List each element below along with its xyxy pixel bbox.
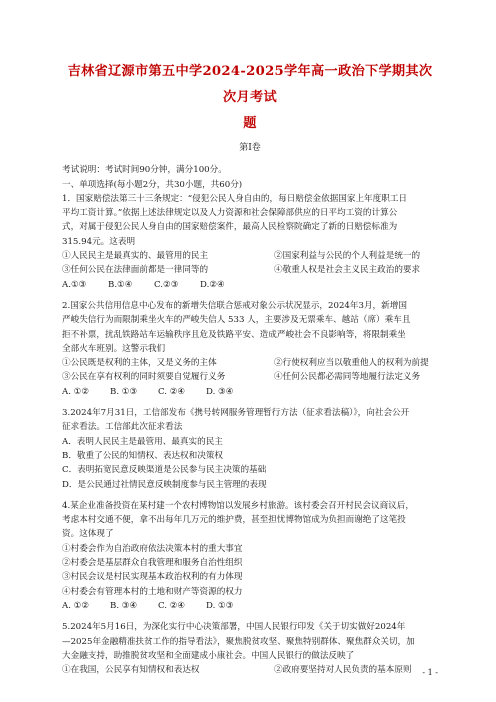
q1-options-row <box>62 249 438 263</box>
q1-stem-line: 平均工资计算。”依据上述法律规定以及人力资源和社会保障部供应的日平均工资的计算公 <box>62 208 398 219</box>
q4-answer-a: A. ①② <box>62 600 90 611</box>
q2-option-3: ③公民在享有权利的同时须要自觉履行义务 <box>62 372 226 383</box>
q1-answer-d: D.②④ <box>200 279 225 290</box>
q4-stem-line: 资。这体现了 <box>62 529 114 540</box>
q1-answer-b: B.①④ <box>108 279 133 290</box>
q5-options-row <box>62 663 438 677</box>
q3-stem-line: 征求看法。工信部此次征求看法 <box>62 422 183 433</box>
q2-option-1: ①公民既是权利的主体，又是义务的主体 <box>62 358 217 369</box>
q2-option-4: ④任何公民都必需同等地履行法定义务 <box>274 372 421 383</box>
q1-option-4: ④敬重人权是社会主义民主政治的要求 <box>274 265 421 276</box>
q1-answer-row <box>62 278 438 292</box>
document-title-line2: 题 <box>243 116 257 131</box>
q2-answer-c: C. ②④ <box>158 386 186 397</box>
q3-option-d: D．是公民通过社情民意反映制度参与民主管理的表现 <box>62 479 267 490</box>
q2-options-row <box>62 356 438 370</box>
q1-option-2: ②国家利益与公民的个人利益是统一的 <box>274 251 421 262</box>
q3-option-a: A．表明人民民主是最管用、最真实的民主 <box>62 436 223 447</box>
exam-info: 考试说明：考试时间90分钟，满分100分。 <box>62 165 227 176</box>
q1-stem-line: 式，对属于侵犯公民人身自由的国家赔偿案件，最高人民检察院确定了新的日赔偿标准为 <box>62 222 398 233</box>
question-2 <box>62 299 438 399</box>
q2-stem-line: 2.国家公共信用信息中心发布的新增失信联合惩戒对象公示状况显示，2024年3月，新增国 <box>62 300 407 311</box>
page-number: - 1 - <box>422 667 438 677</box>
q5-stem-line: —2025年金融精准扶贫工作的指导看法》，聚焦脱贫攻坚、聚焦特别群体、聚焦群众关切，加 <box>62 636 415 647</box>
volume-label: 第Ⅰ卷 <box>239 143 261 153</box>
q4-option-3: ③村民会议是村民实现基本政治权利的有力体现 <box>62 572 243 583</box>
section-heading: 一、单项选择(每小题2分，共30小题，共60分) <box>62 179 243 190</box>
q1-stem-line: 1．国家赔偿法第三十三条规定：“侵犯公民人身自由的，每日赔偿金依据国家上年度职工日 <box>62 193 408 204</box>
q5-option-2: ②政府要坚持对人民负责的基本原则 <box>274 665 412 676</box>
q4-option-4: ④村委会有管理本村的土地和财产等资源的权力 <box>62 586 243 597</box>
q5-option-1: ①在我国，公民享有知情权和表达权 <box>62 665 200 676</box>
q2-stem-line: 全部火车班别。这警示我们 <box>62 343 166 354</box>
q1-options-row <box>62 263 438 277</box>
q2-answer-a: A. ①② <box>62 386 90 397</box>
q4-option-2: ②村委会是基层群众自我管理和服务自治性组织 <box>62 558 243 569</box>
q5-stem-line: 大金融支持，助推脱贫攻坚和全面建成小康社会。中国人民银行的做法反映了 <box>62 650 355 661</box>
question-3 <box>62 406 438 492</box>
q1-stem-line: 315.94元。这表明 <box>62 236 136 247</box>
q1-option-1: ①人民民主是最真实的、最管用的民主 <box>62 251 209 262</box>
q1-answer-c: C.②③ <box>154 279 179 290</box>
q4-answer-row <box>62 599 438 613</box>
q4-answer-b: B. ③④ <box>110 600 138 611</box>
document-title-line1: 吉林省辽源市第五中学2024-2025学年高一政治下学期其次次月考试 <box>67 64 433 105</box>
question-5 <box>62 620 438 677</box>
q2-answer-row <box>62 385 438 399</box>
q2-option-2: ②行使权利应当以敬重他人的权利为前提 <box>274 358 429 369</box>
q4-option-1: ①村委会作为自治政府依法决策本村的重大事宜 <box>62 543 243 554</box>
question-4 <box>62 499 438 613</box>
q2-stem-line: 拒不补票，扰乱铁路站车运输秩序且危及铁路平安、造成严峻社会不良影响等，将限制乘坐 <box>62 329 406 340</box>
q3-option-c: C．表明拓宽民意反映渠道是公民参与民主决策的基础 <box>62 465 267 476</box>
q2-options-row <box>62 370 438 384</box>
q2-answer-b: B. ①③ <box>110 386 138 397</box>
q4-stem-line: 4.某企业准备投资在某村建一个农村博物馆以发展乡村旅游。该村委会召开村民会议商议后， <box>62 500 414 511</box>
q4-answer-c: C. ②④ <box>158 600 186 611</box>
q1-option-3: ③任何公民在法律面前都是一律同等的 <box>62 265 209 276</box>
q3-stem-line: 3.2024年7月31日，工信部发布《携号转网服务管理暂行方法（征求看法稿）》，向社会公开 <box>62 408 410 419</box>
q1-answer-a: A.①③ <box>62 279 87 290</box>
q5-stem-line: 5.2024年5月16日，为深化实行中心决策部署，中国人民银行印发《关于切实做好2024年 <box>62 622 406 633</box>
q4-stem-line: 考虑本村交通不便，拿不出每年几万元的维护费，甚至担忧博物馆成为负担而谢绝了这笔投 <box>62 515 406 526</box>
question-1 <box>62 192 438 292</box>
q3-option-b: B．敬重了公民的知情权、表达权和决策权 <box>62 450 224 461</box>
q2-answer-d: D. ③④ <box>206 386 234 397</box>
q2-stem-line: 严峻失信行为而限制乘坐火车的严峻失信人 533 人，主要涉及无票乘车、越站（席）乘车且 <box>62 315 411 326</box>
q4-answer-d: D. ①③ <box>206 600 234 611</box>
